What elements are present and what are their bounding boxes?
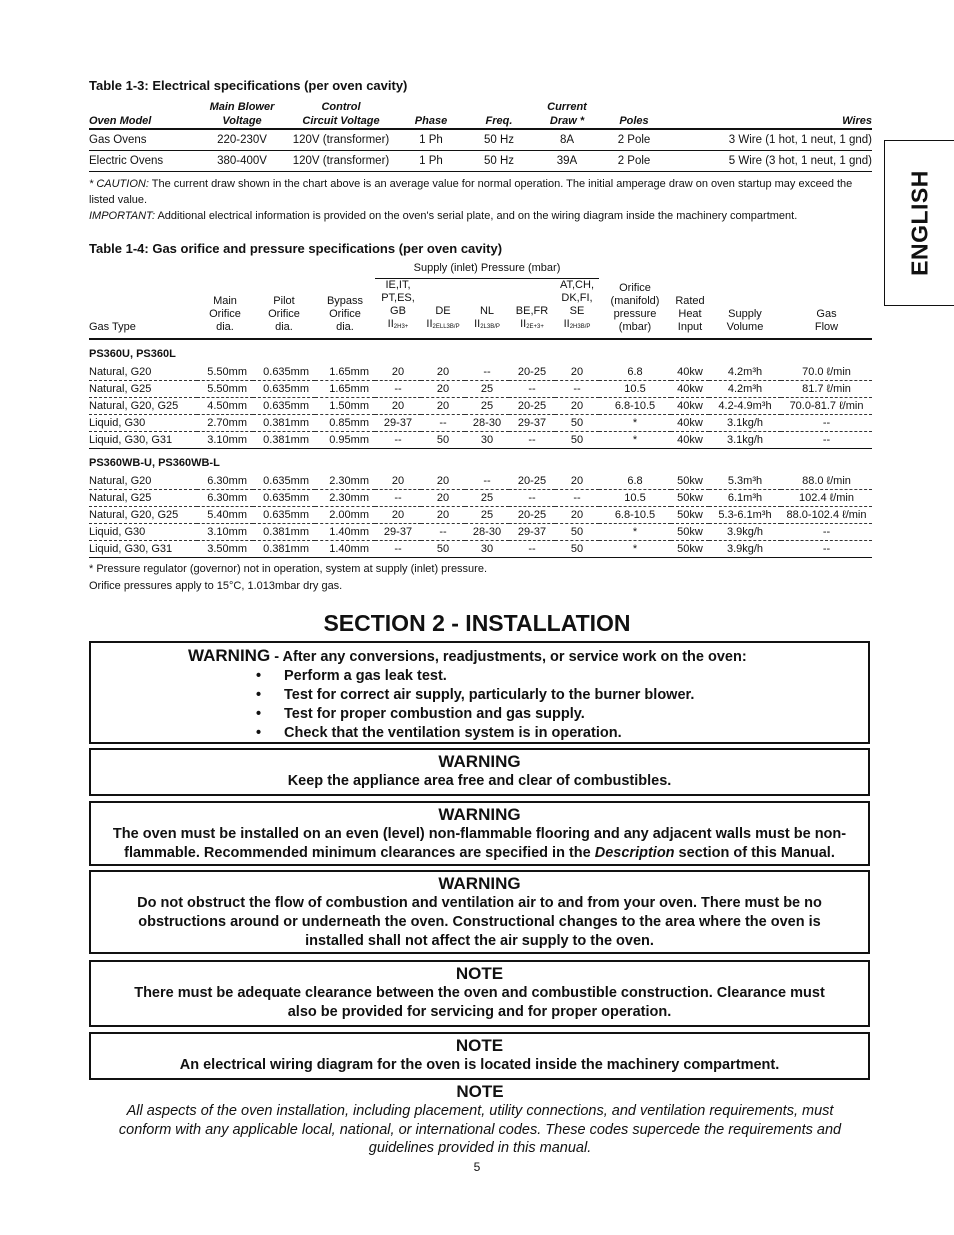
table-cell: 25 bbox=[465, 490, 509, 507]
table-cell: 6.30mm bbox=[197, 490, 253, 507]
table-cell: 20 bbox=[375, 507, 421, 524]
table-row bbox=[89, 129, 872, 151]
table-cell: 50 bbox=[555, 524, 599, 541]
table-cell: 40kw bbox=[671, 398, 709, 415]
model-group-row bbox=[89, 339, 872, 364]
table-cell: Natural, G20, G25 bbox=[89, 507, 197, 524]
table13-header-6: Poles bbox=[619, 115, 649, 127]
table-cell: 6.8-10.5 bbox=[599, 398, 671, 415]
table-cell: 20 bbox=[421, 473, 465, 490]
table-cell: Natural, G20 bbox=[89, 473, 197, 490]
warning-title: WARNING bbox=[188, 646, 271, 665]
warning-box-service bbox=[89, 641, 870, 744]
table-cell: Gas Ovens bbox=[89, 134, 147, 146]
table-row bbox=[89, 432, 872, 449]
table-cell: 20 bbox=[421, 398, 465, 415]
note-title: NOTE bbox=[455, 1036, 504, 1055]
section-title: SECTION 2 - INSTALLATION bbox=[323, 610, 631, 636]
table-cell: 220-230V bbox=[217, 134, 267, 146]
table-cell: 20 bbox=[555, 507, 599, 524]
table-cell: -- bbox=[555, 490, 599, 507]
table-cell: 0.635mm bbox=[253, 490, 315, 507]
table-cell: 4.50mm bbox=[197, 398, 253, 415]
table14-header-bypass: Bypass Orifice dia. bbox=[315, 279, 375, 340]
table-cell: -- bbox=[421, 524, 465, 541]
table14-header-rated: Rated Heat Input bbox=[671, 279, 709, 340]
table-cell: 20 bbox=[375, 473, 421, 490]
model-group-label: PS360U, PS360L bbox=[89, 348, 176, 360]
warning-box-ventilation bbox=[89, 870, 870, 954]
table-row bbox=[89, 473, 872, 490]
table-cell: 1.65mm bbox=[315, 364, 375, 381]
table13-header-2: Control Circuit Voltage bbox=[302, 101, 380, 127]
table-cell: -- bbox=[375, 381, 421, 398]
table-cell: 50kw bbox=[671, 490, 709, 507]
important-note bbox=[89, 208, 872, 224]
table14-header-nl: NL $II_{2L3B/P}$ bbox=[465, 279, 509, 340]
table-cell: 0.381mm bbox=[253, 541, 315, 558]
table-cell: 1.65mm bbox=[315, 381, 375, 398]
table-cell: -- bbox=[509, 490, 555, 507]
table-cell: 39A bbox=[556, 155, 578, 167]
table-cell: 20-25 bbox=[509, 398, 555, 415]
warning-text: Do not obstruct the flow of combustion and ventilation air to and from your oven. There must be no obstructions around or underneath the oven. Constructional changes to the area where the oven is installed shall not affect the air supply to the oven. bbox=[137, 895, 822, 949]
table-cell: 70.0-81.7 ℓ/min bbox=[781, 398, 872, 415]
table-row bbox=[89, 415, 872, 432]
table-cell: Natural, G20, G25 bbox=[89, 398, 197, 415]
table-cell: 20 bbox=[421, 364, 465, 381]
table-cell: * bbox=[599, 524, 671, 541]
table-cell: 6.8 bbox=[599, 473, 671, 490]
warning-bullet-item: • Perform a gas leak test. bbox=[256, 667, 868, 686]
table-cell: Natural, G25 bbox=[89, 381, 197, 398]
electrical-spec-table bbox=[89, 100, 872, 224]
table-cell: 40kw bbox=[671, 364, 709, 381]
table-cell: 20 bbox=[421, 381, 465, 398]
table13-header-7: Wires bbox=[842, 115, 872, 127]
table13-header-3: Phase bbox=[414, 115, 448, 127]
footnote-orifice: Orifice pressures apply to 15°C, 1.013mbar dry gas. bbox=[89, 580, 343, 592]
table-cell: Liquid, G30, G31 bbox=[89, 541, 197, 558]
table-row bbox=[89, 381, 872, 398]
important-text: Additional electrical information is provided on the oven's serial plate, and on the wiring diagram inside the machinery compartment. bbox=[155, 210, 798, 222]
table-cell: 10.5 bbox=[599, 381, 671, 398]
table-cell: 102.4 ℓ/min bbox=[781, 490, 872, 507]
table-cell: 0.635mm bbox=[253, 364, 315, 381]
table-row bbox=[89, 524, 872, 541]
note-text: An electrical wiring diagram for the oven is located inside the machinery compartment. bbox=[179, 1057, 780, 1073]
table-cell: 2.30mm bbox=[315, 473, 375, 490]
table-row bbox=[89, 541, 872, 558]
table-cell: 20-25 bbox=[509, 507, 555, 524]
table-cell: 20-25 bbox=[509, 364, 555, 381]
table-cell: 0.381mm bbox=[253, 432, 315, 449]
table-cell: 20 bbox=[555, 398, 599, 415]
caution-label: * CAUTION: bbox=[89, 178, 149, 190]
note-title: NOTE bbox=[455, 964, 504, 983]
table-cell: 30 bbox=[465, 541, 509, 558]
table14-header-orifice_press: Orifice (manifold) pressure (mbar) bbox=[599, 279, 671, 340]
table-cell: 40kw bbox=[671, 415, 709, 432]
warning-lead: - After any conversions, readjustments, or service work on the oven: bbox=[270, 649, 747, 665]
table-cell: 88.0-102.4 ℓ/min bbox=[781, 507, 872, 524]
table-cell: 4.2m³h bbox=[709, 381, 781, 398]
table-cell: Liquid, G30 bbox=[89, 524, 197, 541]
table-cell: 3.1kg/h bbox=[709, 415, 781, 432]
table-cell: 88.0 ℓ/min bbox=[781, 473, 872, 490]
table-cell: 40kw bbox=[671, 381, 709, 398]
table-cell: 120V (transformer) bbox=[292, 155, 390, 167]
footnote-regulator: * Pressure regulator (governor) not in operation, system at supply (inlet) pressure. bbox=[89, 563, 488, 575]
table-cell: 20-25 bbox=[509, 473, 555, 490]
table-cell: 3.9kg/h bbox=[709, 541, 781, 558]
table-cell: -- bbox=[375, 490, 421, 507]
table-cell: 3.9kg/h bbox=[709, 524, 781, 541]
table14-header-supply: Supply Volume bbox=[709, 279, 781, 340]
table-cell: -- bbox=[465, 364, 509, 381]
important-label: IMPORTANT: bbox=[89, 210, 155, 222]
table-cell: 4.2m³h bbox=[709, 364, 781, 381]
page-number: 5 bbox=[473, 1160, 481, 1174]
warning-title: WARNING bbox=[438, 874, 521, 893]
table-cell: 5.50mm bbox=[197, 364, 253, 381]
table-cell: 10.5 bbox=[599, 490, 671, 507]
table-cell: 25 bbox=[465, 381, 509, 398]
table-cell: * bbox=[599, 432, 671, 449]
table-cell: 0.635mm bbox=[253, 507, 315, 524]
table-cell: -- bbox=[781, 432, 872, 449]
table-cell: 120V (transformer) bbox=[292, 134, 390, 146]
table-cell: 0.85mm bbox=[315, 415, 375, 432]
table14-header-pilot: Pilot Orifice dia. bbox=[253, 279, 315, 340]
table-cell: -- bbox=[509, 381, 555, 398]
table-cell: 50 bbox=[555, 432, 599, 449]
table-row bbox=[89, 490, 872, 507]
table-row bbox=[89, 398, 872, 415]
table14-header-at: AT,CH, DK,FI, SE $II_{2H3B/P}$ bbox=[555, 279, 599, 340]
warning-box-combustibles bbox=[89, 748, 870, 796]
note-text: All aspects of the oven installation, including placement, utility connections, and ventilation requirements, must conform with any applicable local, national, or international codes. These codes supercede the requirements and guidelines provided in this manual. bbox=[118, 1103, 842, 1156]
table-cell: 50 Hz bbox=[483, 134, 515, 146]
table14-header-befr: BE,FR $II_{2E+3+}$ bbox=[509, 279, 555, 340]
warning-bullet-item: • Test for correct air supply, particularly to the burner blower. bbox=[256, 686, 868, 705]
table14-header-gasflow: Gas Flow bbox=[781, 279, 872, 340]
note-text: There must be adequate clearance between the oven and combustible construction. Clearance must also be provided for servicing and for proper operation. bbox=[134, 985, 825, 1020]
table-cell: Natural, G25 bbox=[89, 490, 197, 507]
table-cell: 6.30mm bbox=[197, 473, 253, 490]
table-cell: -- bbox=[509, 432, 555, 449]
table-cell: 6.1m³h bbox=[709, 490, 781, 507]
table-cell: Natural, G20 bbox=[89, 364, 197, 381]
warning-bullet-item: • Test for proper combustion and gas supply. bbox=[256, 705, 868, 724]
table-cell: 29-37 bbox=[375, 415, 421, 432]
table-cell: 20 bbox=[555, 473, 599, 490]
table-cell: 50 bbox=[555, 415, 599, 432]
table-cell: 380-400V bbox=[217, 155, 267, 167]
note-box-wiring bbox=[89, 1032, 870, 1080]
table-cell: 2.70mm bbox=[197, 415, 253, 432]
language-tab-label: ENGLISH bbox=[906, 170, 933, 276]
table-cell: -- bbox=[465, 473, 509, 490]
table-cell: 25 bbox=[465, 398, 509, 415]
table-cell: 50 bbox=[421, 541, 465, 558]
table-cell: 8A bbox=[559, 134, 575, 146]
table-cell: 1 Ph bbox=[419, 155, 443, 167]
warning-text: The oven must be installed on an even (level) non-flammable flooring and any adjacent walls must be non-flammable. Recommended minimum clearances are specified in the Description section of this Manual. bbox=[112, 826, 847, 861]
table-cell: 0.381mm bbox=[253, 415, 315, 432]
table-cell: -- bbox=[509, 541, 555, 558]
table-cell: -- bbox=[555, 381, 599, 398]
table-cell: 5.50mm bbox=[197, 381, 253, 398]
warning-title: WARNING bbox=[438, 805, 521, 824]
table13-header-0: Oven Model bbox=[89, 115, 152, 127]
caution-note bbox=[89, 176, 872, 208]
table-cell: 28-30 bbox=[465, 415, 509, 432]
warning-text: Keep the appliance area free and clear of combustibles. bbox=[287, 773, 672, 789]
note-title: NOTE bbox=[456, 1082, 504, 1101]
table-cell: 40kw bbox=[671, 432, 709, 449]
table-cell: 50 bbox=[555, 541, 599, 558]
table14-header-main: Main Orifice dia. bbox=[197, 279, 253, 340]
warning-bullet-item: • Check that the ventilation system is in operation. bbox=[256, 724, 868, 743]
table-cell: 1 Ph bbox=[419, 134, 443, 146]
table-cell: 20 bbox=[375, 398, 421, 415]
table-cell: -- bbox=[375, 432, 421, 449]
table-cell: 20 bbox=[555, 364, 599, 381]
table-cell: 5.3-6.1m³h bbox=[709, 507, 781, 524]
table-cell: 5.40mm bbox=[197, 507, 253, 524]
table-cell: * bbox=[599, 415, 671, 432]
table14-header-gas_type: Gas Type bbox=[89, 279, 197, 340]
table-cell: 1.40mm bbox=[315, 524, 375, 541]
table-cell: -- bbox=[781, 415, 872, 432]
table-cell: 30 bbox=[465, 432, 509, 449]
table-cell: 50kw bbox=[671, 507, 709, 524]
table-cell: 50 bbox=[421, 432, 465, 449]
table-cell: -- bbox=[781, 524, 872, 541]
table-cell: 2.00mm bbox=[315, 507, 375, 524]
table14-header-de: DE $II_{2ELL3B/P}$ bbox=[421, 279, 465, 340]
table-cell: 28-30 bbox=[465, 524, 509, 541]
table-1-4-title: Table 1-4: Gas orifice and pressure specifications (per oven cavity) bbox=[89, 241, 503, 256]
table-cell: 5 Wire (3 hot, 1 neut, 1 gnd) bbox=[728, 155, 872, 167]
table-cell: -- bbox=[375, 541, 421, 558]
table-cell: 20 bbox=[375, 364, 421, 381]
table-cell: 50kw bbox=[671, 541, 709, 558]
table-cell: 70.0 ℓ/min bbox=[781, 364, 872, 381]
table-cell: 3.50mm bbox=[197, 541, 253, 558]
table-cell: Electric Ovens bbox=[89, 155, 164, 167]
table-cell: 20 bbox=[421, 507, 465, 524]
table-cell: 29-37 bbox=[509, 415, 555, 432]
table-cell: 4.2-4.9m³h bbox=[709, 398, 781, 415]
warning-title: WARNING bbox=[438, 752, 521, 771]
table-cell: Liquid, G30 bbox=[89, 415, 197, 432]
model-group-label: PS360WB-U, PS360WB-L bbox=[89, 457, 220, 469]
table-cell: 3.10mm bbox=[197, 432, 253, 449]
table-cell: * bbox=[599, 541, 671, 558]
table-cell: 2 Pole bbox=[617, 134, 651, 146]
caution-text: The current draw shown in the chart above is an average value for normal operation. The initial amperage draw on oven startup may exceed the listed value. bbox=[89, 178, 853, 206]
table-cell: 6.8-10.5 bbox=[599, 507, 671, 524]
table-cell: 1.40mm bbox=[315, 541, 375, 558]
table-cell: 29-37 bbox=[509, 524, 555, 541]
table-cell: -- bbox=[421, 415, 465, 432]
table-cell: 2.30mm bbox=[315, 490, 375, 507]
table13-header-4: Freq. bbox=[485, 115, 513, 127]
table-cell: 0.381mm bbox=[253, 524, 315, 541]
warning-box-flooring bbox=[89, 801, 870, 866]
model-group-row bbox=[89, 449, 872, 474]
table-cell: 0.635mm bbox=[253, 473, 315, 490]
table13-header-1: Main Blower Voltage bbox=[209, 101, 275, 127]
table-cell: 0.635mm bbox=[253, 398, 315, 415]
table-cell: 5.3m³h bbox=[709, 473, 781, 490]
gas-orifice-table bbox=[89, 262, 872, 595]
table-cell: 1.50mm bbox=[315, 398, 375, 415]
table-row bbox=[89, 507, 872, 524]
table-cell: -- bbox=[781, 541, 872, 558]
table-1-3-title: Table 1-3: Electrical specifications (per oven cavity) bbox=[89, 78, 408, 93]
table-cell: 29-37 bbox=[375, 524, 421, 541]
table-cell: 50 Hz bbox=[483, 155, 515, 167]
table-cell: 6.8 bbox=[599, 364, 671, 381]
table-cell: 2 Pole bbox=[617, 155, 651, 167]
table-cell: 3.1kg/h bbox=[709, 432, 781, 449]
table-cell: 3.10mm bbox=[197, 524, 253, 541]
table-cell: 50kw bbox=[671, 473, 709, 490]
table13-header-5: Current Draw * bbox=[547, 101, 587, 127]
table-row bbox=[89, 151, 872, 172]
table-cell: 0.635mm bbox=[253, 381, 315, 398]
language-tab bbox=[884, 140, 954, 306]
supply-pressure-header: Supply (inlet) Pressure (mbar) bbox=[375, 262, 599, 279]
table-cell: 81.7 ℓ/min bbox=[781, 381, 872, 398]
table-cell: 0.95mm bbox=[315, 432, 375, 449]
table-cell: 50kw bbox=[671, 524, 709, 541]
table-cell: 20 bbox=[421, 490, 465, 507]
note-codes bbox=[110, 1082, 850, 1158]
table-cell: 25 bbox=[465, 507, 509, 524]
note-box-clearance bbox=[89, 960, 870, 1027]
table-row bbox=[89, 364, 872, 381]
table-cell: 3 Wire (1 hot, 1 neut, 1 gnd) bbox=[728, 134, 872, 146]
warning-bullet-list bbox=[256, 667, 868, 743]
table14-header-ie: IE,IT, PT,ES, GB $II_{2H3+}$ bbox=[375, 279, 421, 340]
table-cell: Liquid, G30, G31 bbox=[89, 432, 197, 449]
